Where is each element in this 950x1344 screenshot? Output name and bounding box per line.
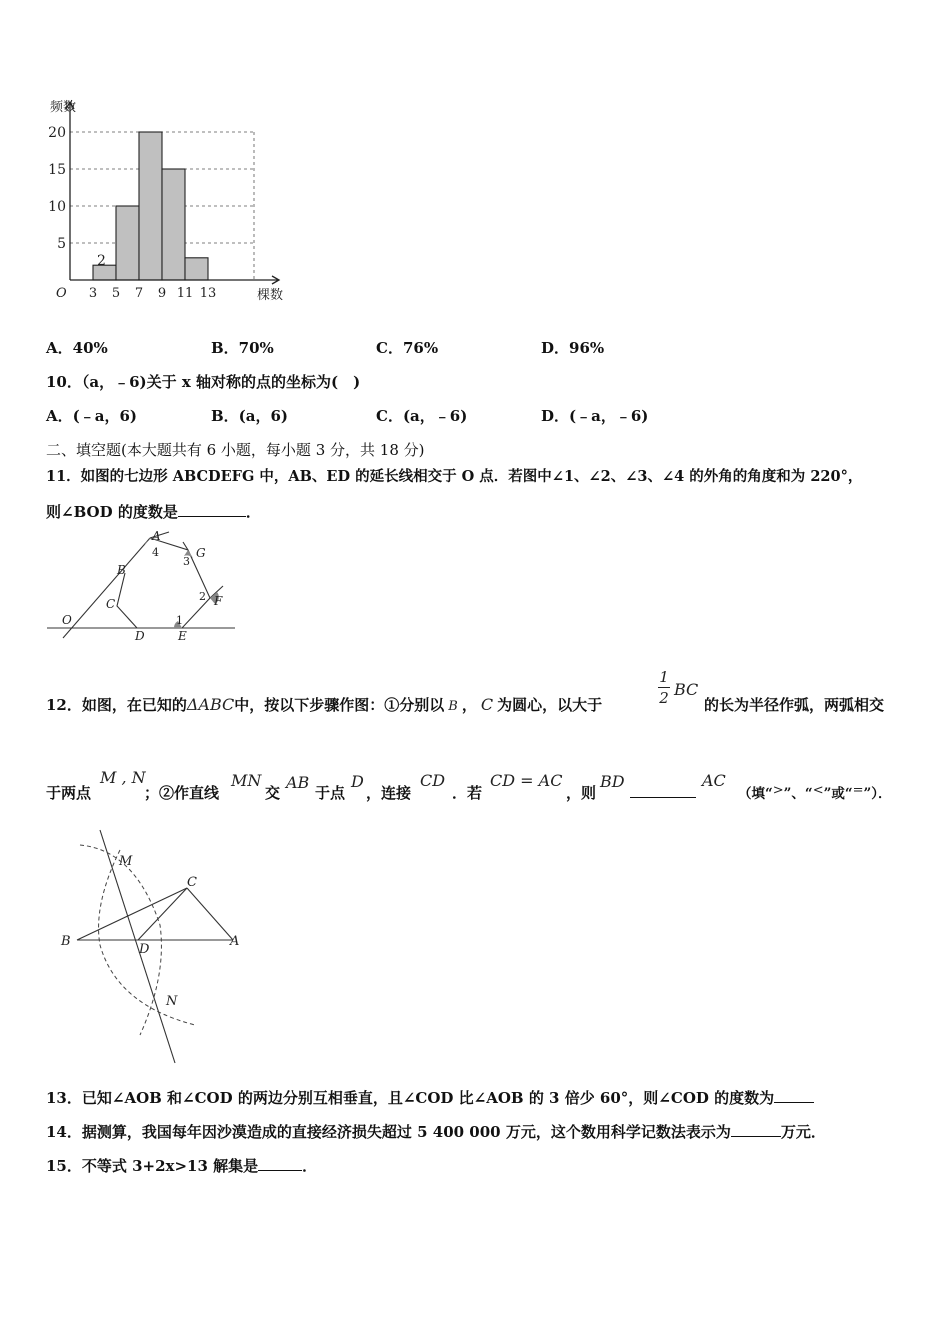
q13: 13．已知∠AOB 和∠COD 的两边分别互相垂直，且∠COD 比∠AOB 的 3 倍少 60°，则∠COD 的度数为 [46, 1087, 814, 1108]
q12-bc: BC [674, 680, 699, 699]
q12-mn-line: MN [231, 771, 262, 790]
histogram-bar [162, 169, 185, 280]
q12-ab: AB [286, 773, 310, 792]
vertex-b: B [117, 563, 126, 577]
q9-option-b: B．70% [211, 339, 274, 357]
y-axis-label: 频数 [50, 100, 77, 115]
q12-d: D [351, 772, 364, 791]
angle-4: 4 [152, 546, 159, 559]
q9-option-a: A．40% [46, 339, 108, 357]
vertex-e: E [178, 629, 187, 643]
x-tick-label: 3 [88, 286, 98, 301]
point-m: M [119, 854, 133, 869]
x-tick-label: 9 [157, 286, 167, 301]
angle-1: 1 [176, 614, 183, 627]
point-a: A [230, 934, 240, 949]
x-tick-label: 5 [111, 286, 121, 301]
y-tick-label: 15 [48, 162, 66, 178]
y-tick-label: 10 [48, 199, 66, 215]
q10-option-d: D．(﹣a，﹣6) [541, 407, 649, 425]
q12-mn-points: M , N [100, 768, 146, 787]
vertex-c: C [106, 597, 116, 611]
q12-line1-end: 的长为半径作弧，两弧相交 [704, 696, 885, 714]
point-c: C [187, 875, 197, 890]
y-tick-label: 5 [57, 236, 66, 252]
q14: 14．据测算，我国每年因沙漠造成的直接经济损失超过 5 400 000 万元，这个数用科学记数法表示为 万元． [46, 1123, 826, 1141]
q10-stem: 10．（a，﹣6)关于 x 轴对称的点的坐标为( ) [46, 373, 361, 391]
q9-option-d: D．96% [541, 339, 605, 357]
q12-line1: 12．如图，在已知的ΔABC中，按以下步骤作图：①分别以 B ， C 为圆心，以大于 [46, 695, 603, 714]
q12-cd: CD [420, 771, 446, 790]
vertex-g: G [196, 546, 206, 560]
q15: 15．不等式 3+2x>13 解集是 ． [46, 1157, 318, 1175]
vertex-a: A [152, 529, 161, 543]
q10-option-c: C．(a，﹣6) [376, 407, 468, 425]
point-b: B [61, 934, 71, 949]
bar-value-label: 2 [97, 253, 106, 269]
vertex-f: F [214, 594, 223, 608]
q10-option-a: A．(﹣a，6) [46, 407, 137, 425]
angle-2: 2 [199, 590, 206, 603]
origin-label: O [56, 286, 67, 301]
q12-line2f: ．若 [452, 784, 483, 802]
q12-line2a: 于两点 [46, 784, 92, 802]
q12-cd-eq-ac: CD = AC [490, 771, 563, 790]
q12-answer-blank [630, 782, 696, 798]
point-n: N [166, 994, 178, 1009]
q12-line2b: ；②作直线 [144, 784, 220, 802]
section-heading: 二、填空题(本大题共有 6 小题，每小题 3 分，共 18 分) [46, 441, 425, 459]
y-tick-label: 20 [48, 125, 66, 141]
q12-line2g: ，则 [566, 784, 597, 802]
histogram-bar [185, 258, 208, 280]
q12-fill-hint: （填“>”、“<”或“=”）． [738, 783, 892, 802]
heptagon-figure [45, 528, 240, 646]
x-tick-label: 11 [176, 286, 194, 301]
histogram-chart [40, 95, 300, 310]
triangle-construction-figure [55, 825, 250, 1065]
point-d: D [139, 942, 150, 957]
angle-3: 3 [183, 555, 190, 568]
histogram-bar [116, 206, 139, 280]
x-tick-label: 7 [134, 286, 144, 301]
q9-option-c: C．76% [376, 339, 439, 357]
q11-line1: 11．如图的七边形 ABCDEFG 中，AB、ED 的延长线相交于 O 点．若图中∠1、∠2、∠3、∠4 的外角的角度和为 220°， [46, 468, 863, 485]
vertex-d: D [135, 629, 145, 643]
q12-ac: AC [702, 771, 726, 790]
q11-line2: 则∠BOD 的度数是 ． [46, 503, 261, 521]
x-axis-label: 棵数 [257, 288, 284, 303]
q12-line2e: ，连接 [366, 784, 412, 802]
q12-line2c: 交 [265, 784, 281, 802]
x-tick-label: 13 [199, 286, 217, 301]
q12-fraction: 1 2 [659, 668, 669, 707]
vertex-o: O [62, 613, 72, 627]
q12-line2d: 于点 [315, 784, 346, 802]
q10-option-b: B．(a，6) [211, 407, 289, 425]
histogram-bar [139, 132, 162, 280]
q12-bd: BD [600, 772, 625, 791]
